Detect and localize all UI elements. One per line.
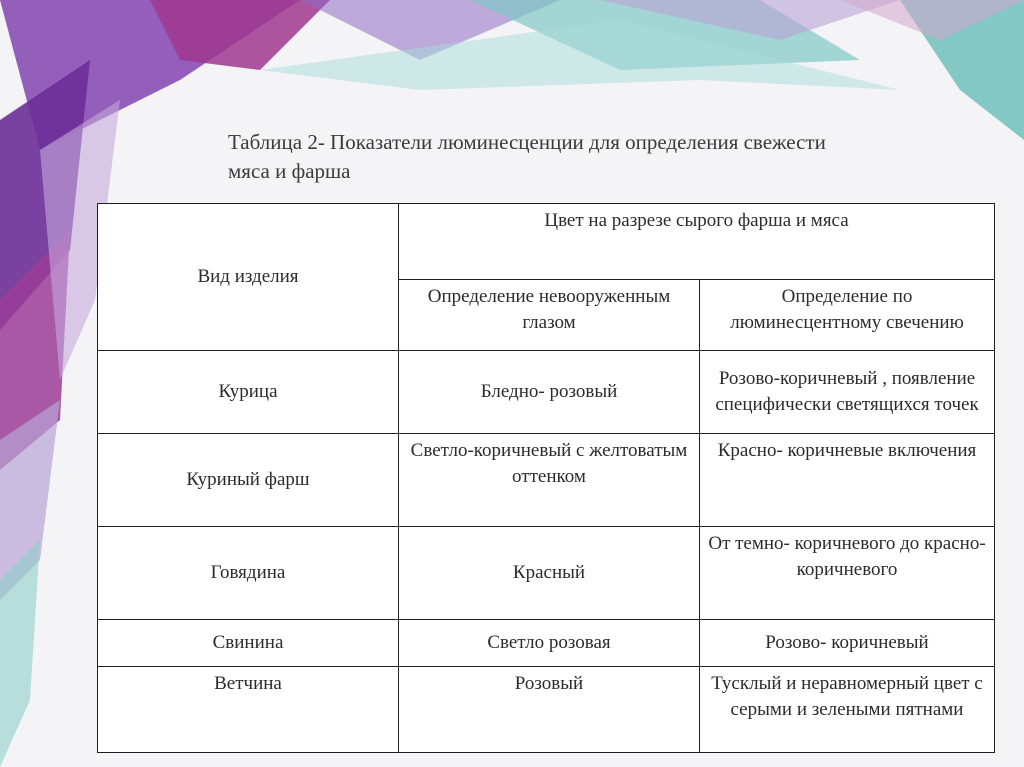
header-product: Вид изделия — [98, 204, 399, 351]
cell-naked-eye: Светло-коричневый с желтоватым оттенком — [399, 434, 700, 527]
bg-shape-teal-left — [0, 540, 40, 767]
cell-luminescent: Розово- коричневый — [700, 620, 995, 667]
header-luminescent: Определение по люминесцентному свечению — [700, 280, 995, 351]
table-row — [98, 620, 995, 667]
cell-product: Ветчина — [98, 667, 399, 753]
header-color-group: Цвет на разрезе сырого фарша и мяса — [399, 204, 995, 280]
luminescence-table — [97, 203, 995, 753]
cell-naked-eye: Светло розовая — [399, 620, 700, 667]
table-row — [98, 527, 995, 620]
table-row — [98, 434, 995, 527]
cell-product: Куриный фарш — [98, 434, 399, 527]
cell-naked-eye: Бледно- розовый — [399, 351, 700, 434]
cell-naked-eye: Красный — [399, 527, 700, 620]
cell-product: Свинина — [98, 620, 399, 667]
caption-line-1: Таблица 2- Показатели люминесценции для определения свежести — [228, 130, 826, 154]
caption-line-2: мяса и фарша — [228, 159, 351, 183]
cell-luminescent: Розово-коричневый , появление специфически светящихся точек — [700, 351, 995, 434]
cell-luminescent: Красно- коричневые включения — [700, 434, 995, 527]
table-row — [98, 667, 995, 753]
table-caption — [228, 128, 988, 186]
cell-product: Говядина — [98, 527, 399, 620]
cell-product: Курица — [98, 351, 399, 434]
header-row-1 — [98, 204, 995, 280]
header-naked-eye: Определение невооруженным глазом — [399, 280, 700, 351]
cell-luminescent: От темно- коричневого до красно- коричневого — [700, 527, 995, 620]
table-row — [98, 351, 995, 434]
cell-naked-eye: Розовый — [399, 667, 700, 753]
cell-luminescent: Тусклый и неравномерный цвет с серыми и зелеными пятнами — [700, 667, 995, 753]
